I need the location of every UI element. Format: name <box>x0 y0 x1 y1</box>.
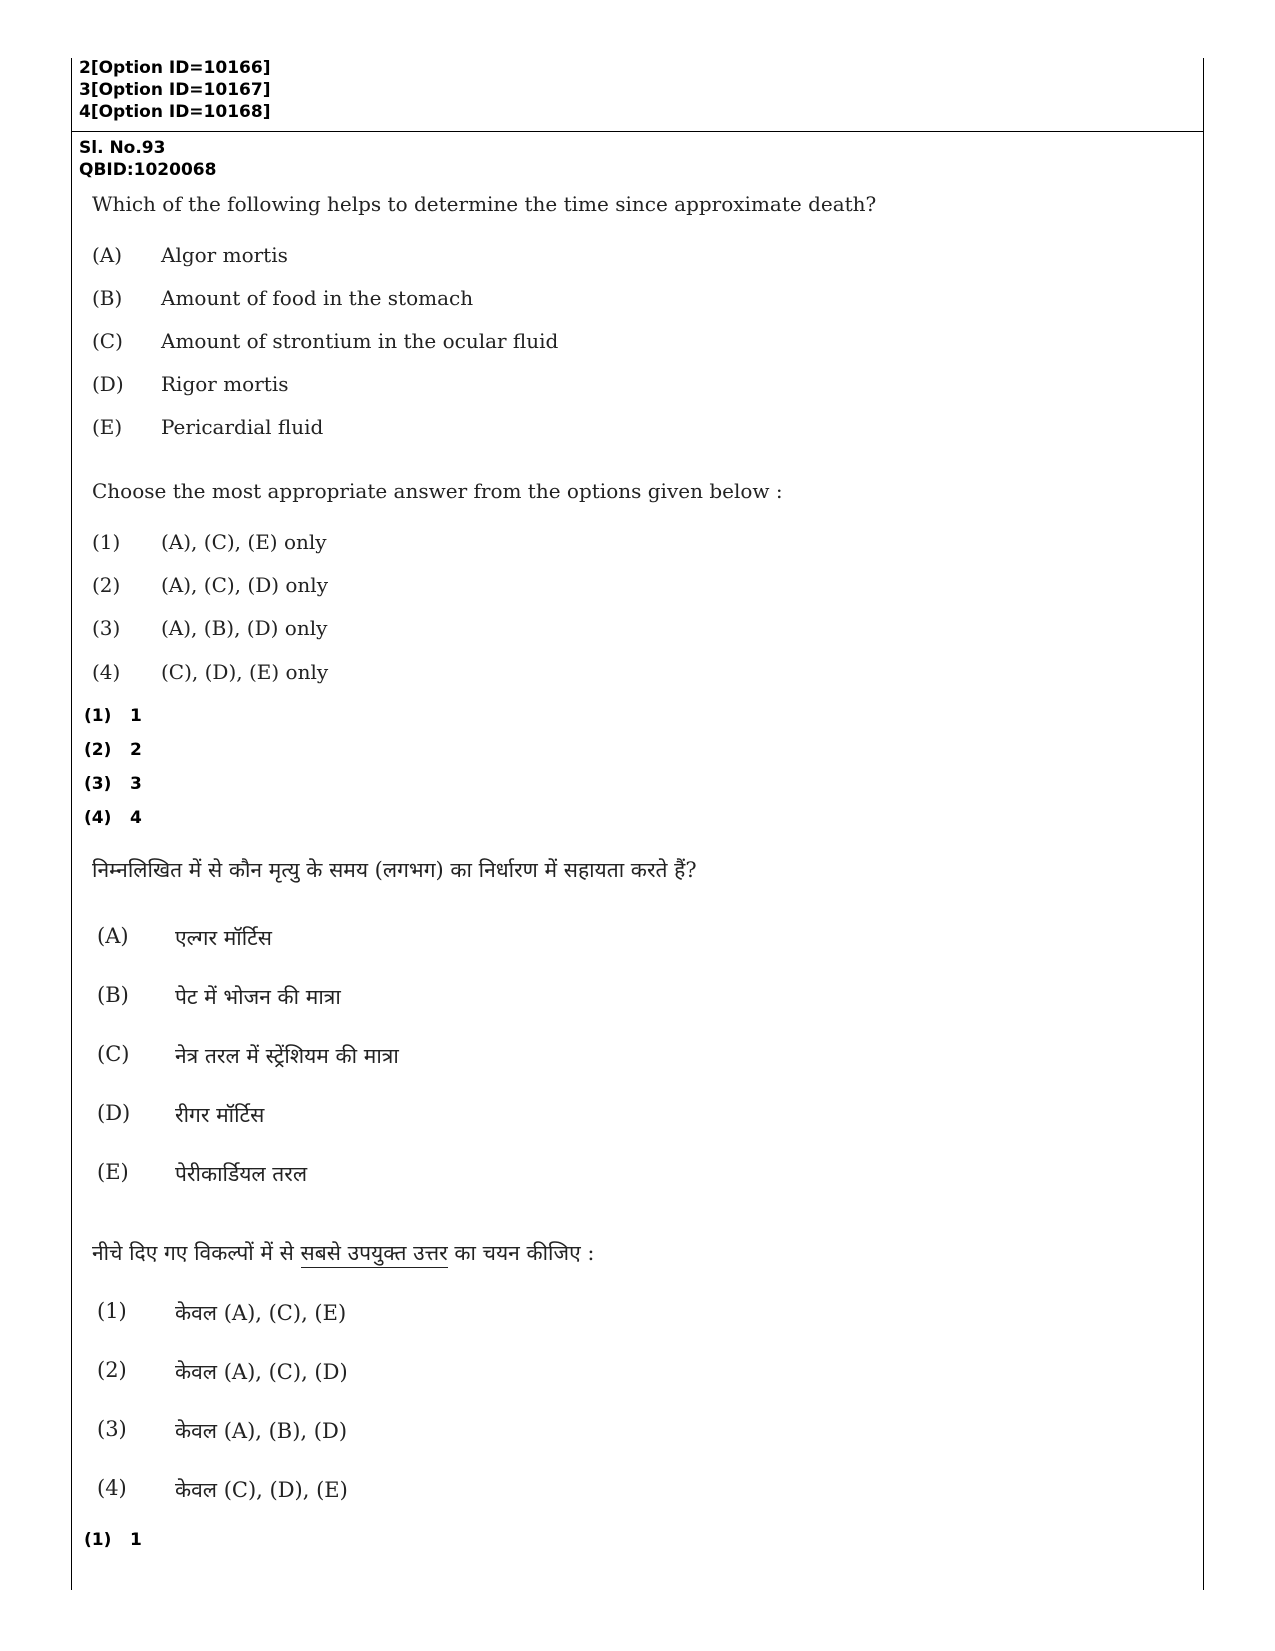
answer-option-value: 2 <box>130 740 142 760</box>
choice-text: केवल (C), (D), (E) <box>175 1478 348 1502</box>
statement-text: नेत्र तरल में स्ट्रेंशियम की मात्रा <box>175 1044 399 1068</box>
choice-text: केवल (A), (B), (D) <box>175 1419 348 1443</box>
choice-label: (4) <box>97 1476 127 1500</box>
serial-number: Sl. No.93 <box>79 138 166 158</box>
choice-label: (3) <box>92 616 121 640</box>
statement-label: (D) <box>97 1101 131 1125</box>
statement-text: पेरीकार्डियल तरल <box>175 1162 308 1186</box>
option-id-line: 4[Option ID=10168] <box>79 102 271 122</box>
statement-label: (B) <box>97 983 129 1007</box>
choice-text: (A), (C), (D) only <box>161 573 329 597</box>
instruction-hindi-pre: नीचे दिए गए विकल्पों में से <box>92 1241 294 1265</box>
answer-option-value: 3 <box>130 774 142 794</box>
answer-option-value: 1 <box>130 706 142 726</box>
statement-text: Amount of strontium in the ocular fluid <box>161 329 559 353</box>
choice-text: (A), (B), (D) only <box>161 616 328 640</box>
statement-label: (A) <box>92 243 123 267</box>
choice-text: (C), (D), (E) only <box>161 660 329 684</box>
question-text-english: Which of the following helps to determine the time since approximate death? <box>92 192 877 216</box>
answer-option-label: (1) <box>84 706 112 726</box>
statement-label: (E) <box>92 415 123 439</box>
answer-option-label: (3) <box>84 774 112 794</box>
statement-text: पेट में भोजन की मात्रा <box>175 985 341 1009</box>
instruction-hindi-post: का चयन कीजिए : <box>454 1241 595 1265</box>
left-border <box>71 58 72 1590</box>
answer-option-value: 4 <box>130 808 142 828</box>
question-text-hindi: निम्नलिखित में से कौन मृत्यु के समय (लगभग) का निर्धारण में सहायता करते हैं? <box>92 858 697 882</box>
question-bank-id: QBID:1020068 <box>79 160 217 180</box>
answer-option-label: (2) <box>84 740 112 760</box>
statement-label: (C) <box>97 1042 130 1066</box>
answer-option-label: (1) <box>84 1530 112 1550</box>
instruction-hindi-emphasis: सबसे उपयुक्त उत्तर <box>301 1241 448 1268</box>
choice-label: (2) <box>92 573 121 597</box>
option-id-line: 3[Option ID=10167] <box>79 80 271 100</box>
choice-text: (A), (C), (E) only <box>161 530 327 554</box>
statement-label: (C) <box>92 329 123 353</box>
choice-text: केवल (A), (C), (D) <box>175 1360 348 1384</box>
answer-option-label: (4) <box>84 808 112 828</box>
section-divider <box>71 131 1204 132</box>
right-border <box>1203 58 1204 1590</box>
choice-label: (1) <box>97 1299 127 1323</box>
statement-text: एल्गर मॉर्टिस <box>175 926 272 950</box>
instruction-hindi <box>92 1239 594 1267</box>
statement-label: (B) <box>92 286 123 310</box>
statement-text: Pericardial fluid <box>161 415 324 439</box>
statement-label: (D) <box>92 372 124 396</box>
statement-text: Rigor mortis <box>161 372 289 396</box>
choice-label: (2) <box>97 1358 127 1382</box>
statement-label: (A) <box>97 924 129 948</box>
statement-text: Algor mortis <box>161 243 288 267</box>
option-id-line: 2[Option ID=10166] <box>79 58 271 78</box>
statement-text: Amount of food in the stomach <box>161 286 474 310</box>
choice-label: (4) <box>92 660 121 684</box>
statement-text: रीगर मॉर्टिस <box>175 1103 265 1127</box>
instruction-english: Choose the most appropriate answer from the options given below : <box>92 479 783 503</box>
choice-text: केवल (A), (C), (E) <box>175 1301 347 1325</box>
choice-label: (3) <box>97 1417 127 1441</box>
choice-label: (1) <box>92 530 121 554</box>
statement-label: (E) <box>97 1160 129 1184</box>
answer-option-value: 1 <box>130 1530 142 1550</box>
